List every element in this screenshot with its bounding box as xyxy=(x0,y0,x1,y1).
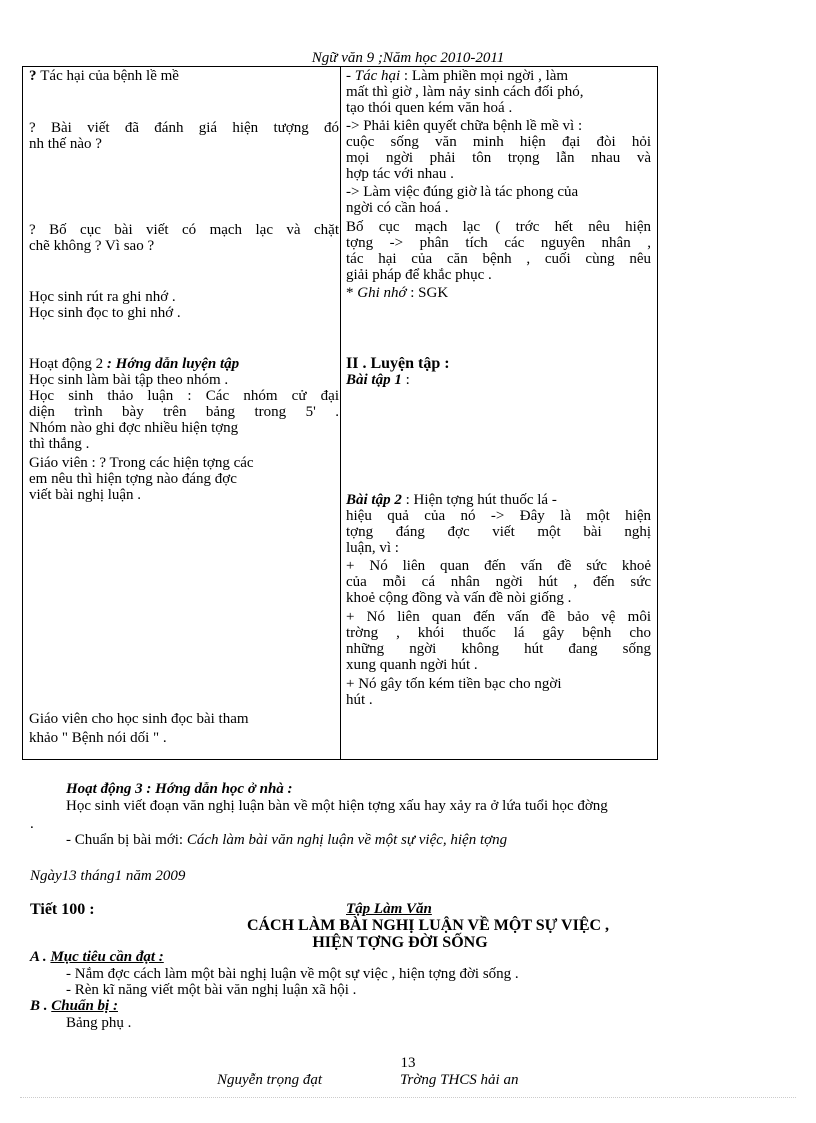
right-line-5: cuộc sống văn minh hiện đại đòi hỏi xyxy=(346,134,651,150)
page-number: 13 xyxy=(400,1055,416,1071)
left-summary-1: Học sinh rút ra ghi nhớ . xyxy=(29,289,176,305)
left-q2 xyxy=(29,120,339,136)
exercise-1-label: Bài tập 1 xyxy=(346,372,402,388)
r1-text: : Làm phiền mọi ngời , làm xyxy=(400,68,569,84)
left-line-15: em nêu thì hiện tợng nào đáng đợc xyxy=(29,471,237,487)
prepare-title: Cách làm bài văn nghị luận về một sự việc, hiện tợng xyxy=(186,832,508,848)
exercise-1 xyxy=(346,372,651,388)
left-summary-2: Học sinh đọc to ghi nhớ . xyxy=(29,305,181,321)
right-line-26: những ngời không hút đang sống xyxy=(346,641,651,657)
left-line-18: khảo " Bệnh nói dối " . xyxy=(29,730,167,746)
section-a-title: Mục tiêu cần đạt : xyxy=(50,949,164,965)
right-line-11: tợng -> phân tích các nguyên nhân , xyxy=(346,235,651,251)
exercise-2-text: : Hiện tợng hút thuốc lá - xyxy=(401,492,557,508)
left-q3 xyxy=(29,222,339,238)
right-line-18: hiệu quả của nó -> Đây là một hiện xyxy=(346,508,651,524)
exercise-1-colon: : xyxy=(401,372,410,388)
r1-dash: - xyxy=(346,68,355,84)
left-q3-cont: chẽ không ? Vì sao ? xyxy=(29,238,155,254)
footer-author: Nguyễn trọng đạt xyxy=(217,1072,322,1088)
section-a xyxy=(30,949,164,966)
left-q1-text: Tác hại của bệnh lề mề xyxy=(40,68,179,84)
running-title: Ngữ văn 9 ;Năm học 2010-2011 xyxy=(311,50,505,66)
right-line-29: hút . xyxy=(346,692,373,708)
right-line-2: mất thì giờ , làm nảy sinh cách đối phó, xyxy=(346,84,584,100)
right-line-20: luận, vì : xyxy=(346,540,399,556)
right-line-12: tác hại của căn bệnh , cuối cùng nêu xyxy=(346,251,651,267)
column-divider xyxy=(340,67,341,759)
lesson-date: Ngày13 tháng1 năm 2009 xyxy=(30,868,186,884)
left-line-14: Giáo viên : ? Trong các hiện tợng các xyxy=(29,455,254,471)
lesson-title-line-2: HIỆN TỢNG ĐỜI SỐNG xyxy=(312,934,488,951)
exercise-2 xyxy=(346,492,651,508)
left-q3-text: ? Bố cục bài viết có mạch lạc và chặt xyxy=(29,222,339,238)
prepare-label: - Chuẩn bị bài mới: xyxy=(66,832,187,848)
section-a-item-1: - Nắm đợc cách làm một bài nghị luận về một sự việc , hiện tợng đời sống . xyxy=(66,966,519,982)
section-a-label: A . xyxy=(30,949,51,965)
left-line-10: Học sinh thảo luận : Các nhóm cử đại xyxy=(29,388,339,404)
stray-dot: . xyxy=(30,816,34,832)
right-line-3: tạo thói quen kém văn hoá . xyxy=(346,100,513,116)
section-practice-heading: II . Luyện tập : xyxy=(346,355,450,372)
activity-2-label: Hoạt động 2 xyxy=(29,356,107,372)
activity-3-heading: Hoạt động 3 : Hớng dẫn học ở nhà : xyxy=(66,781,293,797)
right-line-19: tợng đáng đợc viết một bài nghị xyxy=(346,524,651,540)
right-line-8: -> Làm việc đúng giờ là tác phong của xyxy=(346,184,579,200)
right-line-1 xyxy=(346,68,651,84)
left-line-12: Nhóm nào ghi đợc nhiều hiện tợng xyxy=(29,420,239,436)
left-activity-2 xyxy=(29,356,339,372)
activity-3-task: Học sinh viết đoạn văn nghị luận bàn về một hiện tợng xấu hay xảy ra ở lứa tuổi học đờng xyxy=(66,798,608,814)
right-memo xyxy=(346,285,651,301)
left-line-13: thì thắng . xyxy=(29,436,90,452)
footer-rule xyxy=(20,1097,796,1098)
right-line-9: ngời có cần hoá . xyxy=(346,200,449,216)
right-line-7: hợp tác với nhau . xyxy=(346,166,454,182)
right-line-27: xung quanh ngời hút . xyxy=(346,657,478,673)
right-line-28: + Nó gây tốn kém tiền bạc cho ngời xyxy=(346,676,562,692)
right-line-4: -> Phải kiên quyết chữa bệnh lề mề vì : xyxy=(346,118,583,134)
left-line-16: viết bài nghị luận . xyxy=(29,487,142,503)
exercise-2-label: Bài tập 2 xyxy=(346,492,402,508)
right-line-23: khoẻ cộng đồng và vấn đề nòi giống . xyxy=(346,590,572,606)
section-b xyxy=(30,998,118,1015)
right-line-10: Bố cục mạch lạc ( trớc hết nêu hiện xyxy=(346,219,651,235)
left-q2-text: ? Bài viết đã đánh giá hiện tượng đó xyxy=(29,120,339,136)
lesson-title-line-1: CÁCH LÀM BÀI NGHỊ LUẬN VỀ MỘT SỰ VIỆC , xyxy=(246,917,610,934)
left-line-11: diện trình bày trên bảng trong 5' . xyxy=(29,404,339,420)
right-line-6: mọi ngời phải tôn trọng lẫn nhau và xyxy=(346,150,651,166)
section-b-label: B . xyxy=(30,998,52,1014)
left-line-9: Học sinh làm bài tập theo nhóm . xyxy=(29,372,229,388)
memo-star: * xyxy=(346,285,358,301)
memo-label: Ghi nhớ xyxy=(357,285,407,301)
section-b-item-1: Bảng phụ . xyxy=(66,1015,132,1031)
right-line-21: + Nó liên quan đến vấn đề sức khoẻ xyxy=(346,558,651,574)
right-line-25: trờng , khói thuốc lá gây bệnh cho xyxy=(346,625,651,641)
running-header xyxy=(0,49,816,67)
footer-school: Trờng THCS hải an xyxy=(400,1072,519,1088)
memo-value: : SGK xyxy=(406,285,449,301)
r1-label: Tác hại xyxy=(354,68,401,84)
right-line-22: của mỗi cá nhân ngời hút , đến sức xyxy=(346,574,651,590)
left-q2-cont: nh thế nào ? xyxy=(29,136,102,152)
prepare-new-lesson xyxy=(66,832,507,849)
left-line-17: Giáo viên cho học sinh đọc bài tham xyxy=(29,711,249,727)
section-a-item-2: - Rèn kĩ năng viết một bài văn nghị luận xã hội . xyxy=(66,982,357,998)
lesson-number: Tiết 100 : xyxy=(30,901,95,918)
left-q1: ? Tác hại của bệnh lề mề xyxy=(29,68,179,84)
right-line-13: giải pháp để khắc phục . xyxy=(346,267,492,283)
right-line-24: + Nó liên quan đến vấn đề bảo vệ môi xyxy=(346,609,651,625)
activity-2-title: : Hớng dẫn luyện tập xyxy=(106,356,240,372)
section-b-title: Chuẩn bị : xyxy=(51,998,118,1014)
subject-title: Tập Làm Văn xyxy=(346,901,432,917)
